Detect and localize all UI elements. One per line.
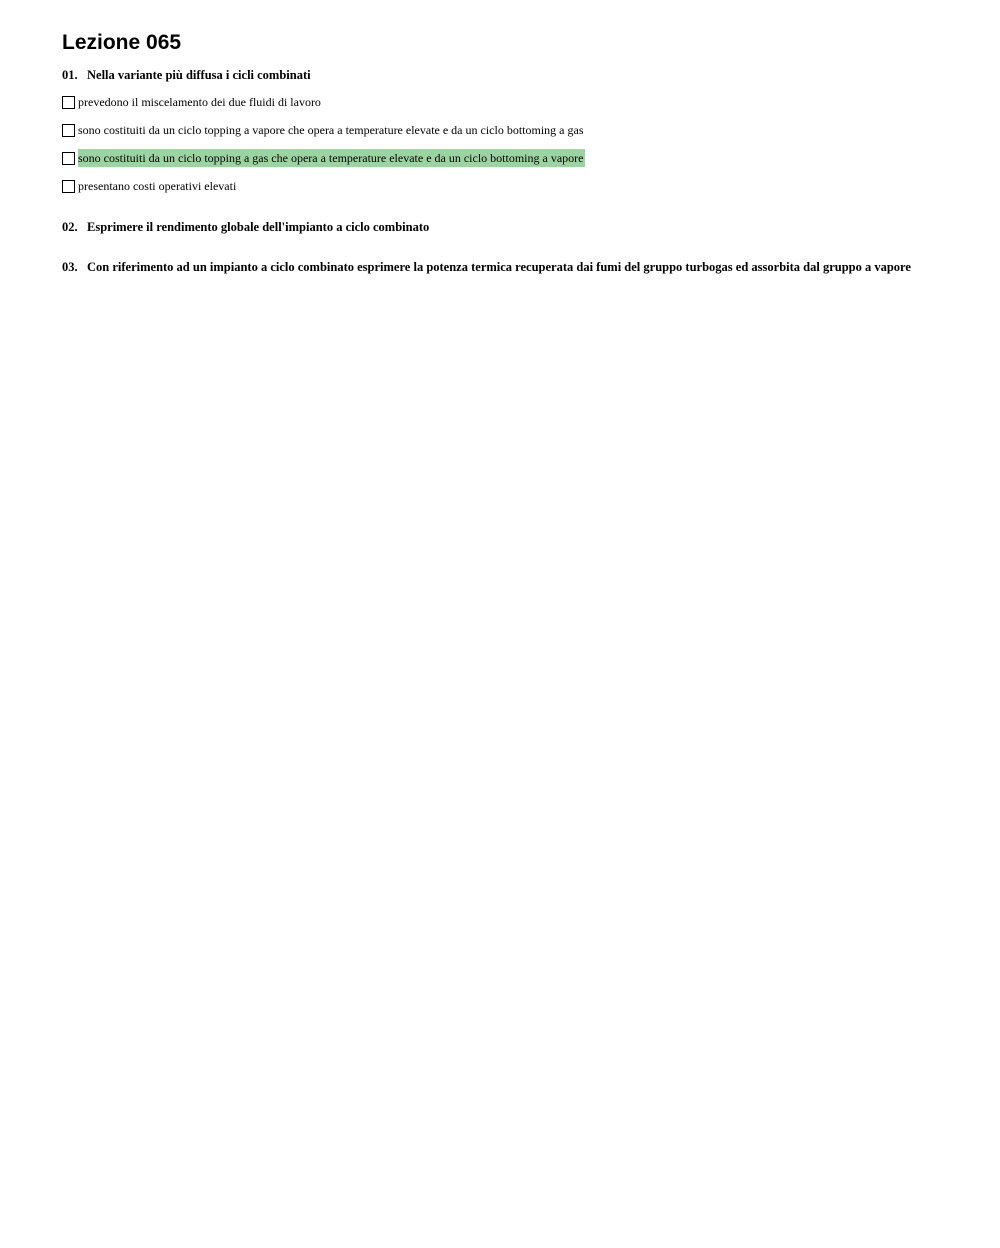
document-page [62,30,962,275]
answer-options [62,93,962,195]
lesson-title: Lezione 065 [62,31,182,54]
answer-option-text: presentano costi operativi elevati [78,179,237,193]
question-01 [62,67,962,83]
question-number: 03. [62,260,78,274]
question-number: 01. [62,68,78,82]
answer-option[interactable] [62,121,962,139]
answer-option-text: sono costituiti da un ciclo topping a gas che opera a temperature elevate e da un ciclo bottoming a vapore [78,151,584,165]
question-number: 02. [62,220,78,234]
question-block-01 [62,67,962,195]
question-text: Esprimere il rendimento globale dell'impianto a ciclo combinato [87,220,430,234]
answer-option-text: sono costituiti da un ciclo topping a vapore che opera a temperature elevate e da un ciclo bottoming a gas [78,123,584,137]
answer-option[interactable] [62,93,962,111]
checkbox[interactable] [62,152,75,165]
question-03 [62,259,962,275]
answer-option-text: prevedono il miscelamento dei due fluidi di lavoro [78,95,321,109]
question-text: Con riferimento ad un impianto a ciclo combinato esprimere la potenza termica recuperata dai fumi del gruppo turbogas ed assorbita dal gruppo a vapore [87,260,911,274]
answer-option-highlighted[interactable] [62,149,962,167]
question-02 [62,219,962,235]
answer-option[interactable] [62,177,962,195]
checkbox[interactable] [62,124,75,137]
question-text: Nella variante più diffusa i cicli combinati [87,68,311,82]
checkbox[interactable] [62,180,75,193]
checkbox[interactable] [62,96,75,109]
